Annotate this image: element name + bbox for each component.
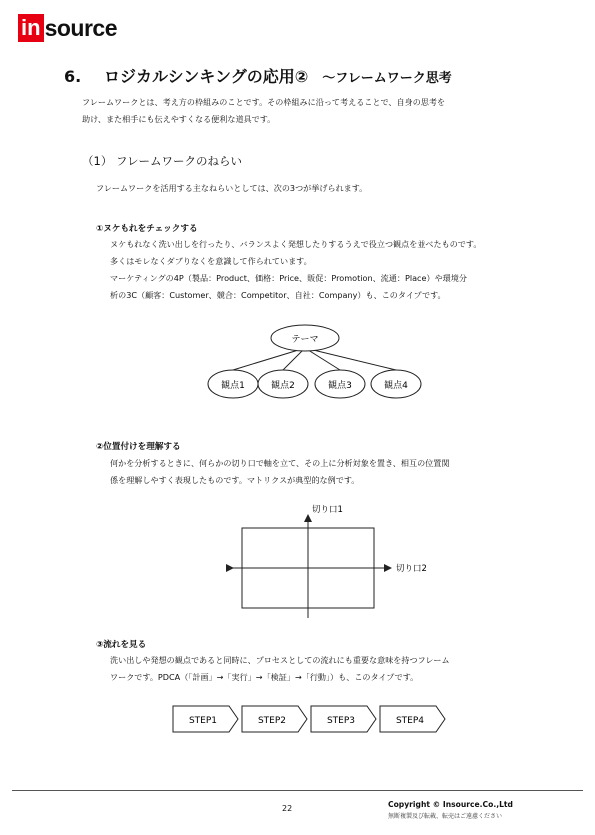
- company-logo: [18, 14, 117, 42]
- item1-line: 析の3C（顧客：Customer、競合：Competitor、自社：Company）も、このタイプです。: [110, 290, 446, 300]
- page-number: 22: [282, 804, 293, 813]
- intro-line: フレームワークとは、考え方の枠組みのことです。その枠組みに沿って考えることで、自身の思考を: [82, 97, 446, 107]
- step-chevron-1: [173, 706, 238, 732]
- item3-line: 洗い出しや発想の観点であると同時に、プロセスとしての流れにも重要な意味を持つフレーム: [110, 655, 450, 665]
- section-title: （1） フレームワークのねらい: [82, 154, 243, 168]
- intro-paragraph: [82, 94, 445, 128]
- step-chevron-2: [242, 706, 307, 732]
- tree-root-label: テーマ: [291, 335, 319, 345]
- item2-body: [110, 455, 449, 489]
- tree-child-node-2: [258, 370, 308, 398]
- tree-child-node-1: [208, 370, 258, 398]
- tree-child-label: 観点3: [328, 381, 352, 391]
- tree-root-node: [271, 325, 339, 351]
- chapter-number: 6.: [64, 67, 82, 86]
- item3-line: ワークです。PDCA（「計画」→「実行」→「検証」→「行動」）も、このタイプです。: [110, 672, 419, 682]
- item2-line: 係を理解しやすく表現したものです。マトリクスが典型的な例です。: [110, 475, 360, 485]
- step-label: STEP1: [188, 716, 218, 726]
- copyright-notice: 無断複製及び転載、転売はご遠慮ください: [388, 813, 503, 820]
- step-label: STEP2: [257, 716, 287, 726]
- item1-line: ヌケもれなく洗い出しを行ったり、バランスよく発想したりするうえで役立つ観点を並べたものです。: [110, 239, 482, 249]
- step-chevron-3: [311, 706, 376, 732]
- axis2-label: 切り口2: [396, 564, 427, 574]
- step-chevron-4: [380, 706, 445, 732]
- item1-title: ①ヌケもれをチェックする: [96, 224, 198, 234]
- item1-body: [110, 236, 481, 304]
- tree-child-node-4: [371, 370, 421, 398]
- matrix-diagram: [220, 498, 460, 620]
- copyright-text: Copyright © Insource.Co.,Ltd: [388, 800, 513, 809]
- tree-connectors: [233, 348, 396, 370]
- theme-tree-diagram: [180, 318, 440, 402]
- chapter-title: ロジカルシンキングの応用②: [104, 67, 309, 86]
- item1-line: 多くはモレなくダブりなくを意識して作られています。: [110, 256, 312, 266]
- step-flow-diagram: [172, 704, 452, 734]
- chapter-heading: [64, 64, 452, 87]
- tree-child-node-3: [315, 370, 365, 398]
- item1-line: マーケティングの4P（製品：Product、価格：Price、販促：Promotion、流通：Place）や環境分: [110, 273, 467, 283]
- item3-title: ③流れを見る: [96, 640, 147, 650]
- chapter-subtitle: ～フレームワーク思考: [322, 71, 452, 86]
- logo-in: in: [18, 14, 44, 42]
- axis1-label: 切り口1: [312, 505, 343, 515]
- intro-line: 助け、また相手にも伝えやすくなる便利な道具です。: [82, 114, 276, 124]
- tree-child-label: 観点2: [271, 381, 295, 391]
- tree-child-label: 観点4: [384, 381, 408, 391]
- section-lead: フレームワークを活用する主なねらいとしては、次の3つが挙げられます。: [96, 183, 368, 193]
- logo-source: source: [44, 15, 117, 41]
- footer-divider: [12, 790, 583, 791]
- item2-line: 何かを分析するときに、何らかの切り口で軸を立て、その上に分析対象を置き、相互の位置関: [110, 458, 450, 468]
- step-label: STEP4: [395, 716, 425, 726]
- item3-body: [110, 652, 450, 686]
- step-label: STEP3: [326, 716, 356, 726]
- item2-title: ②位置付けを理解する: [96, 442, 181, 452]
- tree-child-label: 観点1: [221, 381, 245, 391]
